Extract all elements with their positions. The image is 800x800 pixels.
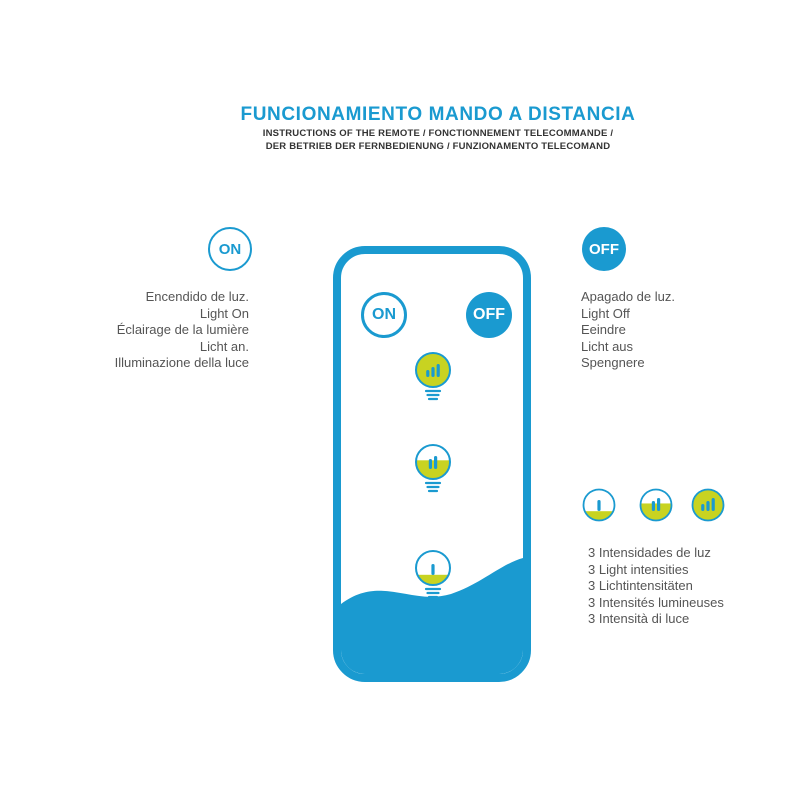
remote-on-button[interactable]: ON [361, 292, 407, 338]
intensity-mid-icon [638, 487, 674, 523]
bulb-bar [431, 564, 434, 575]
circle-bar [657, 498, 660, 511]
off-line: Eeindre [581, 322, 626, 337]
bulb-bar [429, 459, 432, 469]
on-badge: ON [208, 227, 252, 271]
on-line: Light On [199, 305, 249, 321]
intensity-line: 3 Intensità di luce [588, 611, 690, 626]
page-title: FUNCIONAMIENTO MANDO A DISTANCIA [240, 104, 636, 125]
on-line: Éclairage de la lumière [116, 322, 249, 337]
on-line: Illuminazione della luce [114, 355, 249, 370]
bulb-light-fill [411, 575, 455, 608]
circle-bar [706, 501, 709, 511]
remote-control [333, 246, 531, 682]
page-subtitle-line-1: INSTRUCTIONS OF THE REMOTE / FONCTIONNEMENT TELECOMMANDE / [262, 128, 614, 139]
off-line: Apagado de luz. [581, 289, 675, 304]
off-badge: OFF [582, 227, 626, 271]
bulb-mid-icon[interactable] [411, 442, 455, 502]
intensity-line: 3 Intensidades de luz [588, 545, 711, 560]
intensity-description [588, 545, 724, 628]
circle-bar [652, 501, 655, 511]
off-line: Licht aus [581, 338, 634, 354]
bulb-bar [437, 364, 440, 377]
intensity-line: 3 Intensités lumineuses [588, 594, 724, 610]
intensity-high-icon [690, 487, 726, 523]
circle-bar [597, 500, 600, 511]
circle-bar [712, 498, 715, 511]
bulb-bar [431, 367, 434, 377]
circle-bar [701, 504, 704, 511]
off-line: Light Off [581, 305, 630, 321]
remote-off-button[interactable]: OFF [466, 292, 512, 338]
bulb-bar [426, 370, 429, 377]
intensity-low-icon [581, 487, 617, 523]
on-line: Licht an. [199, 338, 249, 354]
bulb-bar [434, 456, 437, 469]
on-description [115, 289, 249, 372]
bulb-low-icon[interactable] [411, 548, 455, 608]
bulb-high-icon[interactable] [411, 350, 455, 410]
off-line: Spengnere [581, 355, 645, 370]
intensity-line: 3 Lichtintensitäten [588, 578, 693, 593]
on-line: Encendido de luz. [145, 289, 249, 304]
page-subtitle-line-2: DER BETRIEB DER FERNBEDIENUNG / FUNZIONAMENTO TELECOMAND [265, 141, 611, 152]
intensity-line: 3 Light intensities [588, 561, 689, 577]
off-description [581, 289, 675, 372]
